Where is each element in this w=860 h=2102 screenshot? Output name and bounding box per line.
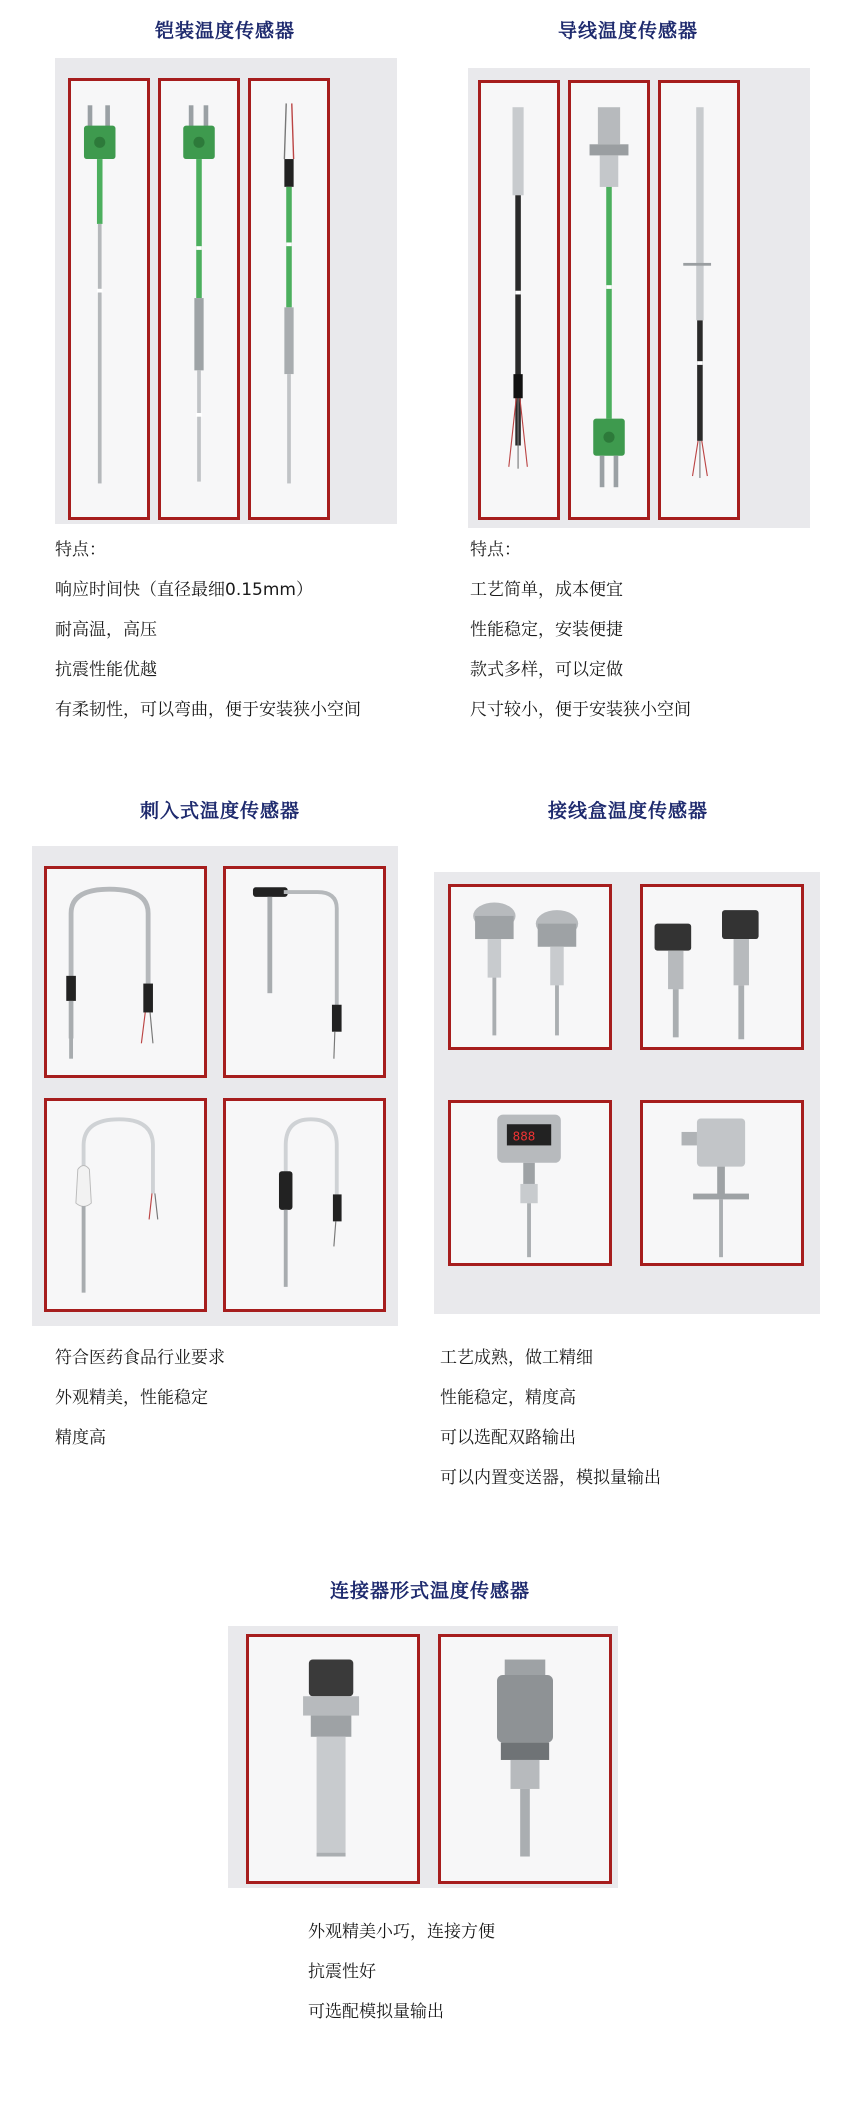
piercing-title: 刺入式温度传感器 (139, 800, 300, 822)
feature-line: 可选配模拟量输出 (308, 2002, 444, 2022)
piercing-sensor-image-1 (44, 866, 207, 1078)
lead-sensor-image-1 (478, 80, 560, 520)
junction-box-sensor-image-1 (448, 884, 612, 1050)
feature-line: 外观精美小巧，连接方便 (308, 1922, 495, 1942)
feature-line: 特点： (470, 540, 521, 560)
feature-line: 尺寸较小，便于安装狭小空间 (470, 700, 691, 720)
feature-line: 响应时间快（直径最细0.15mm） (55, 580, 313, 600)
feature-line: 外观精美，性能稳定 (55, 1388, 208, 1408)
junction-box-title: 接线盒温度传感器 (547, 800, 708, 822)
piercing-sensor-image-2 (223, 866, 386, 1078)
feature-line: 耐高温，高压 (55, 620, 157, 640)
lead-title: 导线温度传感器 (557, 20, 698, 42)
piercing-features (55, 1338, 225, 1458)
feature-line: 性能稳定，精度高 (440, 1388, 576, 1408)
feature-line: 性能稳定，安装便捷 (470, 620, 623, 640)
feature-line: 款式多样，可以定做 (470, 660, 623, 680)
lead-sensor-image-3 (658, 80, 740, 520)
svg-text:888: 888 (512, 1128, 536, 1144)
lead-features (470, 530, 691, 730)
feature-line: 抗震性好 (308, 1962, 376, 1982)
feature-line: 抗震性能优越 (55, 660, 157, 680)
piercing-sensor-image-4 (223, 1098, 386, 1312)
armored-sensor-image-2 (158, 78, 240, 520)
lead-sensor-image-2 (568, 80, 650, 520)
feature-line: 符合医药食品行业要求 (55, 1348, 225, 1368)
feature-line: 有柔韧性，可以弯曲，便于安装狭小空间 (55, 700, 361, 720)
armored-title: 铠装温度传感器 (154, 20, 295, 42)
junction-box-sensor-image-3 (448, 1100, 612, 1266)
connector-title: 连接器形式温度传感器 (329, 1580, 530, 1602)
connector-sensor-image-2 (438, 1634, 612, 1884)
piercing-sensor-image-3 (44, 1098, 207, 1312)
feature-line: 可以选配双路输出 (440, 1428, 576, 1448)
feature-line: 精度高 (55, 1428, 106, 1448)
junction-box-sensor-image-2 (640, 884, 804, 1050)
connector-sensor-image-1 (246, 1634, 420, 1884)
junction-box-features (440, 1338, 661, 1498)
feature-line: 特点： (55, 540, 106, 560)
junction-box-sensor-image-4 (640, 1100, 804, 1266)
armored-features (55, 530, 361, 730)
feature-line: 可以内置变送器，模拟量输出 (440, 1468, 661, 1488)
armored-sensor-image-1 (68, 78, 150, 520)
feature-line: 工艺成熟，做工精细 (440, 1348, 593, 1368)
armored-sensor-image-3 (248, 78, 330, 520)
connector-features (308, 1912, 495, 2032)
feature-line: 工艺简单，成本便宜 (470, 580, 623, 600)
